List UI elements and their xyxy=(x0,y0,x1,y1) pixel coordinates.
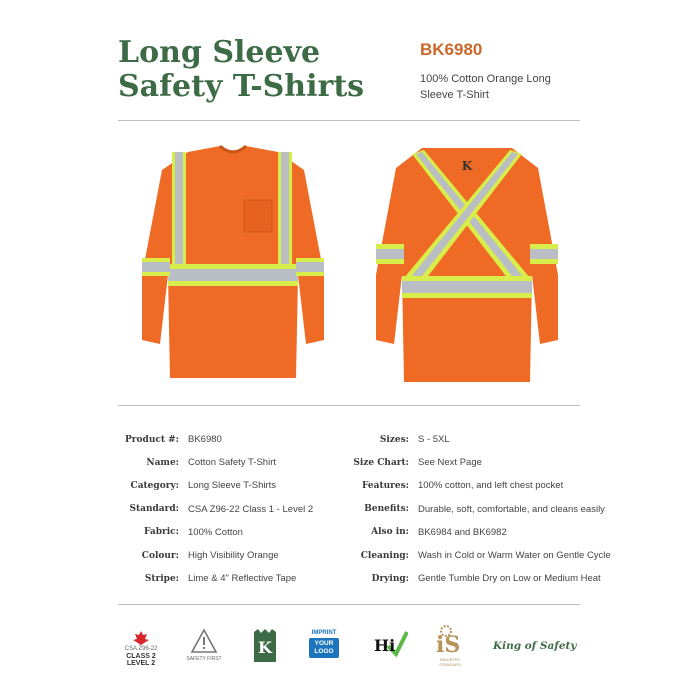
spec-row-name xyxy=(100,451,313,474)
spec-value: Durable, soft, comfortable, and cleans easily xyxy=(418,503,605,515)
spec-row-fabric xyxy=(100,521,313,544)
svg-text:K: K xyxy=(461,159,473,173)
page-title xyxy=(118,36,364,104)
spec-label: Name: xyxy=(146,457,179,468)
spec-value: High Visibility Orange xyxy=(188,550,279,562)
spec-label: Stripe: xyxy=(144,573,179,584)
title-line-1: Long Sleeve xyxy=(118,35,321,70)
spec-table-left xyxy=(100,428,313,590)
spec-value: Cotton Safety T-Shirt xyxy=(188,457,277,469)
spec-value: See Next Page xyxy=(418,457,482,469)
imprint-logo-badge xyxy=(309,630,339,664)
spec-value: Lime & 4" Reflective Tape xyxy=(188,573,297,585)
spec-label: Sizes: xyxy=(379,434,409,445)
imprint-line-3: LOGO xyxy=(314,648,334,655)
spec-row-standard xyxy=(100,498,313,521)
imprint-line-2: YOUR xyxy=(314,640,334,647)
spec-label: Drying: xyxy=(371,573,409,584)
spec-label: Product #: xyxy=(125,434,179,445)
spec-row-also-in xyxy=(330,521,611,544)
hi-vis-text: Hi xyxy=(374,636,396,655)
spec-label: Standard: xyxy=(129,504,179,515)
shirt-front-image xyxy=(128,140,338,390)
spec-row-size-chart xyxy=(330,451,611,474)
csa-line-3: LEVEL 2 xyxy=(126,660,156,667)
spec-value: S - 5XL xyxy=(418,434,450,446)
spec-value: Long Sleeve T-Shirts xyxy=(188,480,277,492)
spec-label: Also in: xyxy=(371,527,409,538)
spec-row-product xyxy=(100,428,313,451)
shirt-back-image xyxy=(362,140,572,390)
spec-value: 100% cotton, and left chest pocket xyxy=(418,480,564,492)
product-description: 100% Cotton Orange Long Sleeve T-Shirt xyxy=(420,73,551,101)
spec-row-stripe xyxy=(100,567,313,590)
warning-triangle-icon xyxy=(190,628,218,654)
spec-label: Cleaning: xyxy=(360,550,409,561)
industry-standard-logo: iS xyxy=(436,632,461,658)
spec-value: 100% Cotton xyxy=(188,526,243,538)
spec-row-benefits xyxy=(330,498,611,521)
divider-bottom xyxy=(118,604,580,605)
king-of-safety-wordmark: King of Safety xyxy=(493,640,577,652)
title-line-2: Safety T-Shirts xyxy=(118,69,365,104)
product-code: BK6980 xyxy=(420,40,483,59)
spec-label: Fabric: xyxy=(144,527,179,538)
divider-middle xyxy=(118,405,580,406)
spec-label: Features: xyxy=(361,480,409,491)
industry-standard-label: INDUSTRY STANDARD xyxy=(439,657,461,667)
spec-row-features xyxy=(330,474,611,497)
spec-row-cleaning xyxy=(330,544,611,567)
spec-table-right xyxy=(330,428,611,590)
spec-label: Colour: xyxy=(141,550,179,561)
csa-label xyxy=(120,646,162,667)
divider-top xyxy=(118,120,580,121)
imprint-line-1: IMPRINT xyxy=(311,630,337,636)
spec-value: Wash in Cold or Warm Water on Gentle Cycle xyxy=(418,550,611,562)
spec-label: Benefits: xyxy=(364,504,409,515)
k-letter: K xyxy=(258,638,272,657)
spec-value: Gentle Tumble Dry on Low or Medium Heat xyxy=(418,573,601,585)
spec-label: Size Chart: xyxy=(353,457,409,468)
spec-row-sizes xyxy=(330,428,611,451)
spec-row-drying xyxy=(330,567,611,590)
spec-value: BK6980 xyxy=(188,434,222,446)
spec-row-colour xyxy=(100,544,313,567)
spec-value: CSA Z96-22 Class 1 - Level 2 xyxy=(188,503,314,515)
maple-leaf-icon xyxy=(128,630,154,646)
spec-label: Category: xyxy=(130,480,179,491)
csa-line-2: CLASS 2 xyxy=(126,653,156,660)
safety-first-label: SAFETY FIRST xyxy=(186,656,222,662)
spec-value: BK6984 and BK6982 xyxy=(418,526,507,538)
spec-row-category xyxy=(100,474,313,497)
csa-line-1: CSA Z96-22 xyxy=(124,646,158,652)
